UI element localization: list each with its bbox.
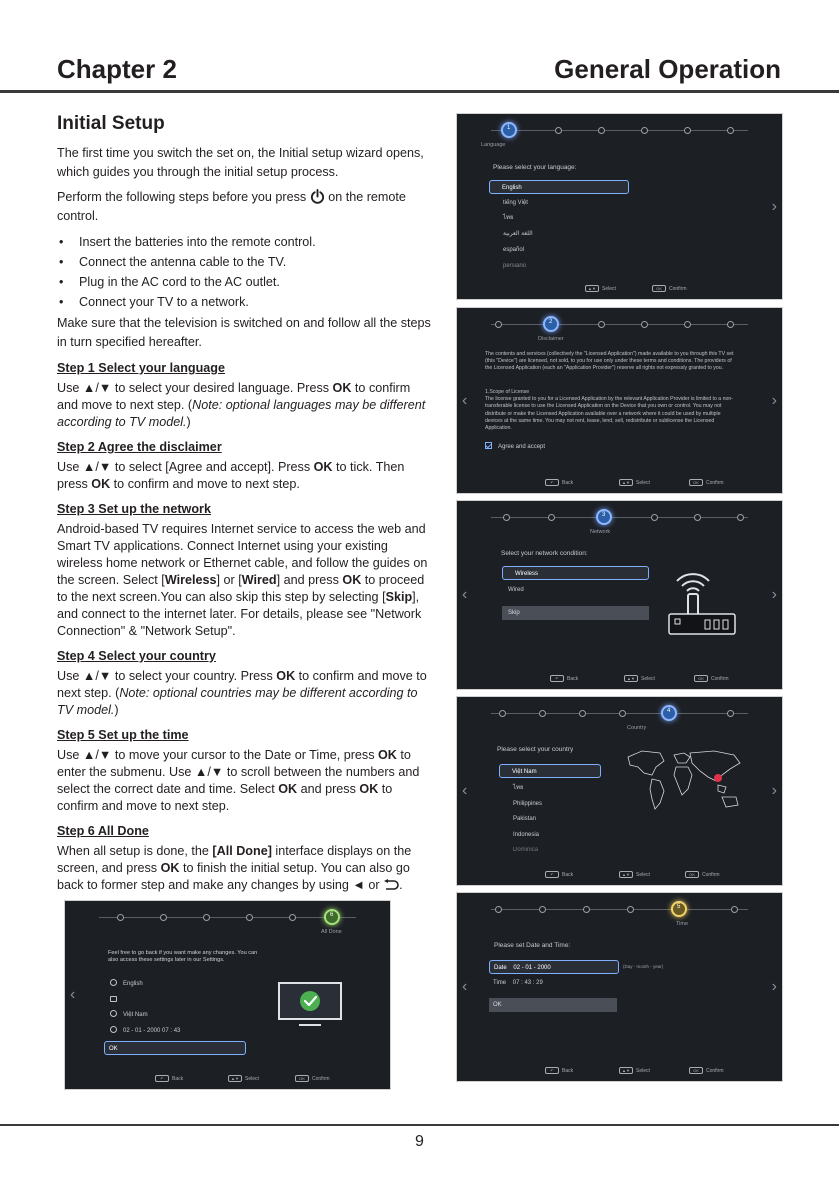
agree-checkbox[interactable]: Agree and accept xyxy=(485,442,545,450)
router-icon xyxy=(667,567,737,637)
world-map-icon xyxy=(622,745,747,815)
step1-body: Use ▲/▼ to select your desired language. Press OK to confirm and move to next step. (Note: optional languages may be different according to TV model.) xyxy=(57,381,426,429)
ok-button[interactable]: OK xyxy=(104,1041,246,1055)
network-option-wireless[interactable]: Wireless xyxy=(502,566,649,580)
network-option-skip[interactable]: Skip xyxy=(502,606,649,620)
step5-body: Use ▲/▼ to move your cursor to the Date or Time, press OK to enter the submenu. Use ▲/▼ to scroll between the numbers and select the correct date and time. Select OK and press OK to confirm and move to next step. xyxy=(57,748,420,813)
location-icon xyxy=(110,1010,117,1017)
step2-title: Step 2 Agree the disclaimer xyxy=(57,440,222,454)
step4-title: Step 4 Select your country xyxy=(57,649,216,663)
chevron-right-icon[interactable]: › xyxy=(771,782,777,799)
disclaimer-text: The contents and services (collectively the "Licensed Application") made available to you through this TV set (this "Device") are licensed, not sold, to you for use only under these terms and conditions. The providers of the Licensed Application (each an "Application Provider") reserve all rights not expressly granted to you. xyxy=(485,351,734,372)
chevron-right-icon[interactable]: › xyxy=(771,978,777,995)
step1-title: Step 1 Select your language xyxy=(57,361,225,375)
chevron-right-icon[interactable]: › xyxy=(771,586,777,603)
country-option[interactable]: Pakistan xyxy=(513,816,537,822)
time-field[interactable]: Time 07 : 43 : 29 xyxy=(493,980,543,986)
screen-prompt: Please set Date and Time: xyxy=(494,942,571,949)
intro-paragraph: The first time you switch the set on, the Initial setup wizard opens, which guides you through the initial setup process. xyxy=(57,146,424,179)
page-header xyxy=(57,54,781,90)
progress-steps xyxy=(491,318,748,332)
progress-steps xyxy=(491,707,748,721)
all-done-message: Feel free to go back if you want make any changes. You can also access these settings later in our Settings. xyxy=(108,950,258,964)
summary-datetime: 02 - 01 - 2000 07 : 43 xyxy=(110,1024,180,1038)
step-indicator-current: 1 xyxy=(501,122,517,138)
step3-body: Android-based TV requires Internet service to access the web and Smart TV applications. Connect Internet using your existing wireless home network or Ethernet cable, and follow the guides on the screen. Select [Wireless] or [Wired] and press OK to proceed to the next screen.You can also skip this step by selecting [Skip], and connect to the internet later. For details, please see "Network Connection" & "Network Setup". xyxy=(57,522,428,638)
stage-label: Network xyxy=(590,529,611,535)
screen-prompt: Please select your language: xyxy=(493,164,577,171)
progress-steps xyxy=(99,911,356,925)
summary-language: English xyxy=(110,977,143,991)
country-option[interactable]: Dominica xyxy=(513,847,539,853)
list-item: • Connect your TV to a network. xyxy=(57,292,432,312)
language-option[interactable]: اللغة العربية xyxy=(503,231,533,237)
list-item: • Connect the antenna cable to the TV. xyxy=(57,252,432,272)
country-option[interactable]: Indonesia xyxy=(513,832,540,838)
chevron-left-icon[interactable]: ‹ xyxy=(462,782,468,799)
footer-divider xyxy=(0,1124,839,1126)
screen-footer: ↶ Back ▲▼ Select OK Confirm xyxy=(65,1075,390,1085)
step-indicator-current: 4 xyxy=(661,705,677,721)
screen-footer: ↶ Back ▲▼ Select OK Confirm xyxy=(457,1067,782,1077)
chevron-left-icon[interactable]: ‹ xyxy=(462,586,468,603)
chevron-left-icon[interactable]: ‹ xyxy=(462,978,468,995)
progress-steps xyxy=(491,903,748,917)
summary-network xyxy=(110,993,117,1007)
language-option[interactable]: persiano xyxy=(503,263,527,269)
summary-country: Việt Nam xyxy=(110,1008,148,1022)
page-number: 9 xyxy=(415,1133,424,1150)
clock-icon xyxy=(110,1026,117,1033)
stage-label: Country xyxy=(627,725,647,731)
step2-body: Use ▲/▼ to select [Agree and accept]. Press OK to tick. Then press OK to confirm and move to next step. xyxy=(57,460,405,491)
instructions-column xyxy=(57,112,432,900)
network-icon xyxy=(110,996,117,1002)
country-option[interactable]: Việt Nam xyxy=(499,764,601,778)
step6-body: When all setup is done, the [All Done] interface displays on the screen, and press OK to finish the initial setup. You can also go back to former step and make any changes by using ◄ or . xyxy=(57,844,412,892)
language-option[interactable]: tiếng Việt xyxy=(503,200,528,206)
network-screen xyxy=(456,500,783,690)
section-title: Initial Setup xyxy=(57,113,165,134)
step-indicator-current: 6 xyxy=(324,909,340,925)
date-field[interactable]: Date 02 - 01 - 2000 xyxy=(489,960,619,974)
country-screen xyxy=(456,696,783,886)
chevron-left-icon[interactable]: ‹ xyxy=(462,391,468,409)
chevron-right-icon[interactable]: › xyxy=(771,391,777,409)
disclaimer-screen xyxy=(456,307,783,494)
language-option[interactable]: English xyxy=(489,180,629,194)
step4-body: Use ▲/▼ to select your country. Press OK to confirm and move to next step. (Note: optional countries may be different according to TV model.) xyxy=(57,669,427,717)
step5-title: Step 5 Set up the time xyxy=(57,728,189,742)
language-option[interactable]: español xyxy=(503,247,525,253)
network-option-wired[interactable]: Wired xyxy=(508,587,524,593)
chapter-label: Chapter 2 xyxy=(57,54,177,84)
screen-footer: ↶ Back ▲▼ Select OK Confirm xyxy=(457,479,782,489)
step-indicator-current: 2 xyxy=(543,316,559,332)
step-indicator-current: 5 xyxy=(671,901,687,917)
date-format-hint: (Day - month - year) xyxy=(623,964,664,969)
license-text: 1.Scope of License The license granted to you for a Licensed Application by the relevant Application Provider is limited to a non-transferable license to use the Licensed Application on the Device that you own or control. You may not distribute or make the Licensed Application available over a network where it could be used by multiple devices at the same time. You may not rent, lease, lend, sell, redistribute or sublicense the Licensed Application. xyxy=(485,389,733,432)
back-return-icon xyxy=(383,879,399,890)
list-item: • Plug in the AC cord to the AC outlet. xyxy=(57,272,432,292)
screen-footer: ↶ Back ▲▼ Select OK Confirm xyxy=(457,871,782,881)
language-screen xyxy=(456,113,783,300)
screen-footer: ▲▼ Select OK Confirm xyxy=(457,285,782,295)
globe-icon xyxy=(110,979,117,986)
progress-steps xyxy=(491,511,748,525)
checkbox-checked-icon xyxy=(485,442,492,449)
progress-steps xyxy=(491,124,748,138)
step-indicator-current: 3 xyxy=(596,509,612,525)
all-done-screen xyxy=(64,900,391,1090)
stage-label: Disclaimer xyxy=(538,336,564,342)
header-divider xyxy=(0,90,839,93)
ok-button[interactable]: OK xyxy=(489,998,617,1012)
make-sure-paragraph: Make sure that the television is switched on and follow all the steps in turn specified hereafter. xyxy=(57,316,431,349)
step3-title: Step 3 Set up the network xyxy=(57,502,211,516)
chapter-title: General Operation xyxy=(554,54,781,84)
chevron-right-icon[interactable]: › xyxy=(771,197,777,215)
screen-footer: ↶ Back ▲▼ Select OK Confirm xyxy=(457,675,782,685)
tv-check-icon xyxy=(277,981,343,1027)
screen-prompt: Please select your country xyxy=(497,746,574,753)
country-option[interactable]: Philippines xyxy=(513,801,543,807)
step6-title: Step 6 All Done xyxy=(57,824,149,838)
stage-label: All Done xyxy=(321,929,342,935)
list-item: • Insert the batteries into the remote control. xyxy=(57,232,432,252)
time-screen xyxy=(456,892,783,1082)
prep-list xyxy=(57,232,432,312)
language-option[interactable]: ไทย xyxy=(503,215,514,221)
perform-paragraph: Perform the following steps before you press on the remote control. xyxy=(57,190,406,223)
screen-prompt: Select your network condition: xyxy=(501,550,588,557)
chevron-left-icon[interactable]: ‹ xyxy=(70,986,76,1003)
country-option[interactable]: ไทย xyxy=(513,785,524,791)
power-icon xyxy=(310,189,325,204)
stage-label: Time xyxy=(676,921,689,927)
stage-label: Language xyxy=(481,142,506,148)
